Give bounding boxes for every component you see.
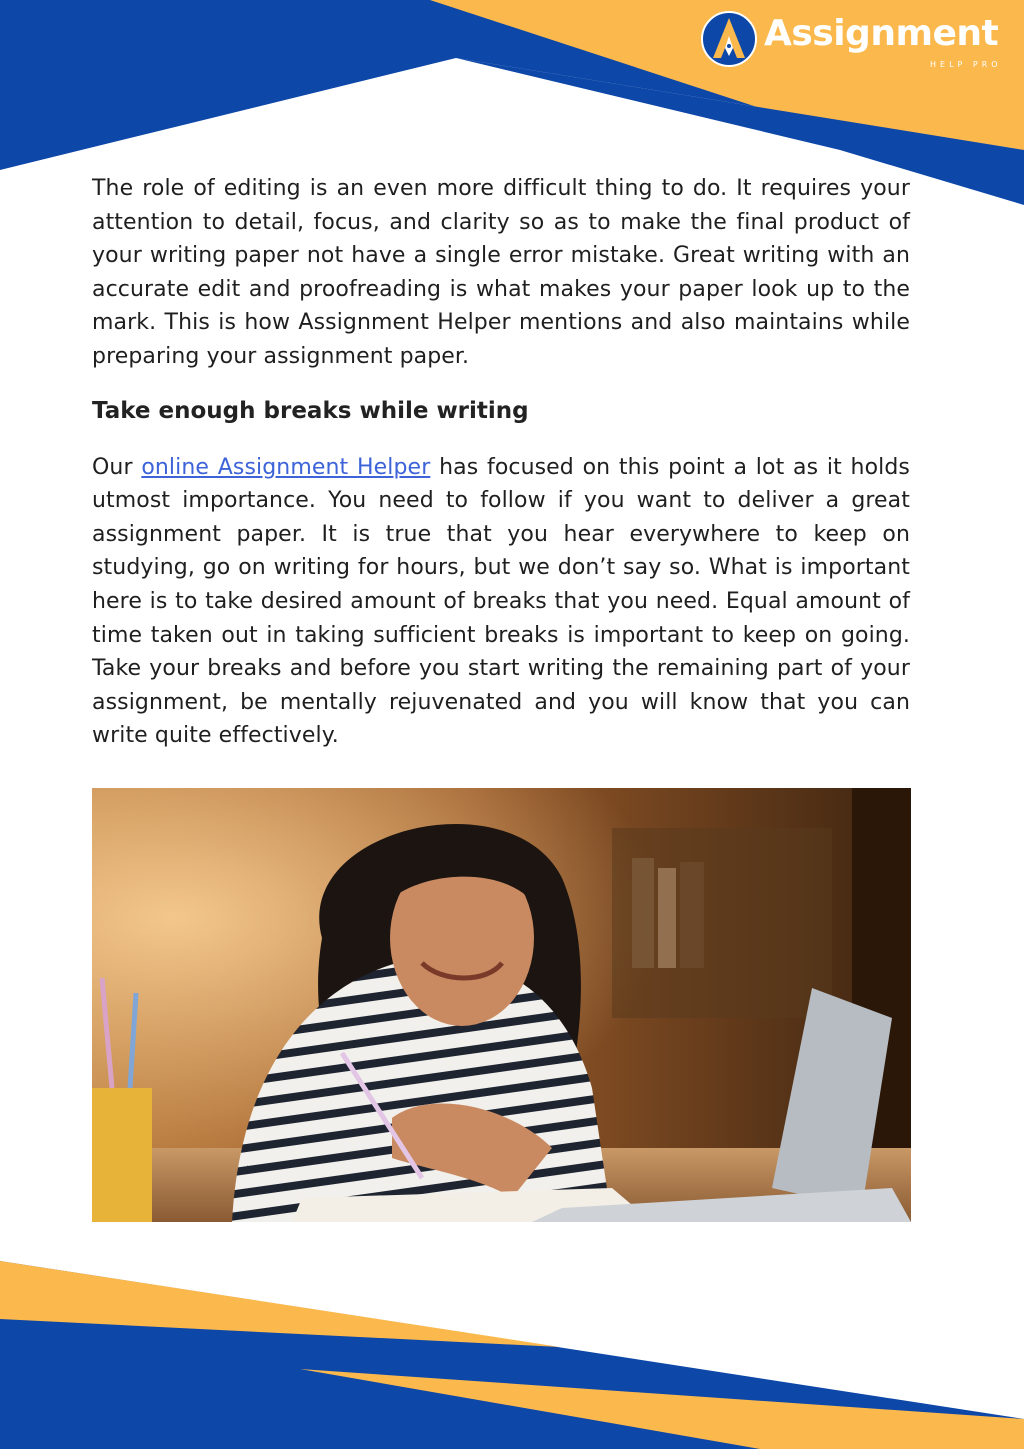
paragraph-editing: The role of editing is an even more difficult thing to do. It requires your attention to detail, focus, and clarity so as to make the final product of your writing paper not have a single error mistake. Great writing with an accurate edit and proofreading is what makes your paper look up to the mark. This is how Assignment Helper mentions and also maintains while preparing your assignment paper. bbox=[92, 176, 910, 369]
paragraph-breaks bbox=[92, 451, 910, 753]
brand-name: Assignment bbox=[764, 13, 999, 54]
paragraph-breaks-start: Our bbox=[92, 454, 142, 480]
bottom-decorative-banner bbox=[0, 1249, 1024, 1449]
brand-logo[interactable] bbox=[700, 6, 1018, 72]
student-writing-photo bbox=[92, 788, 911, 1222]
online-assignment-helper-link[interactable]: online Assignment Helper bbox=[141, 454, 431, 480]
paragraph-breaks-end: has focused on this point a lot as it holds utmost importance. You need to follow if you want to deliver a great assignment paper. It is true that you hear everywhere to keep on studying, go on writing for hours, but we don’t say so. What is important here is to take desired amount of breaks that you need. Equal amount of time taken out in taking sufficient breaks is important to keep on going. Take your breaks and before you start writing the remaining part of your assignment, be mentally rejuvenated and you will know that you can write quite effectively. bbox=[92, 454, 910, 749]
article-body bbox=[92, 172, 910, 753]
section-heading: Take enough breaks while writing bbox=[92, 397, 529, 424]
brand-tagline: HELP PRO bbox=[930, 60, 1002, 69]
pen-nib-logo-icon bbox=[700, 10, 758, 68]
